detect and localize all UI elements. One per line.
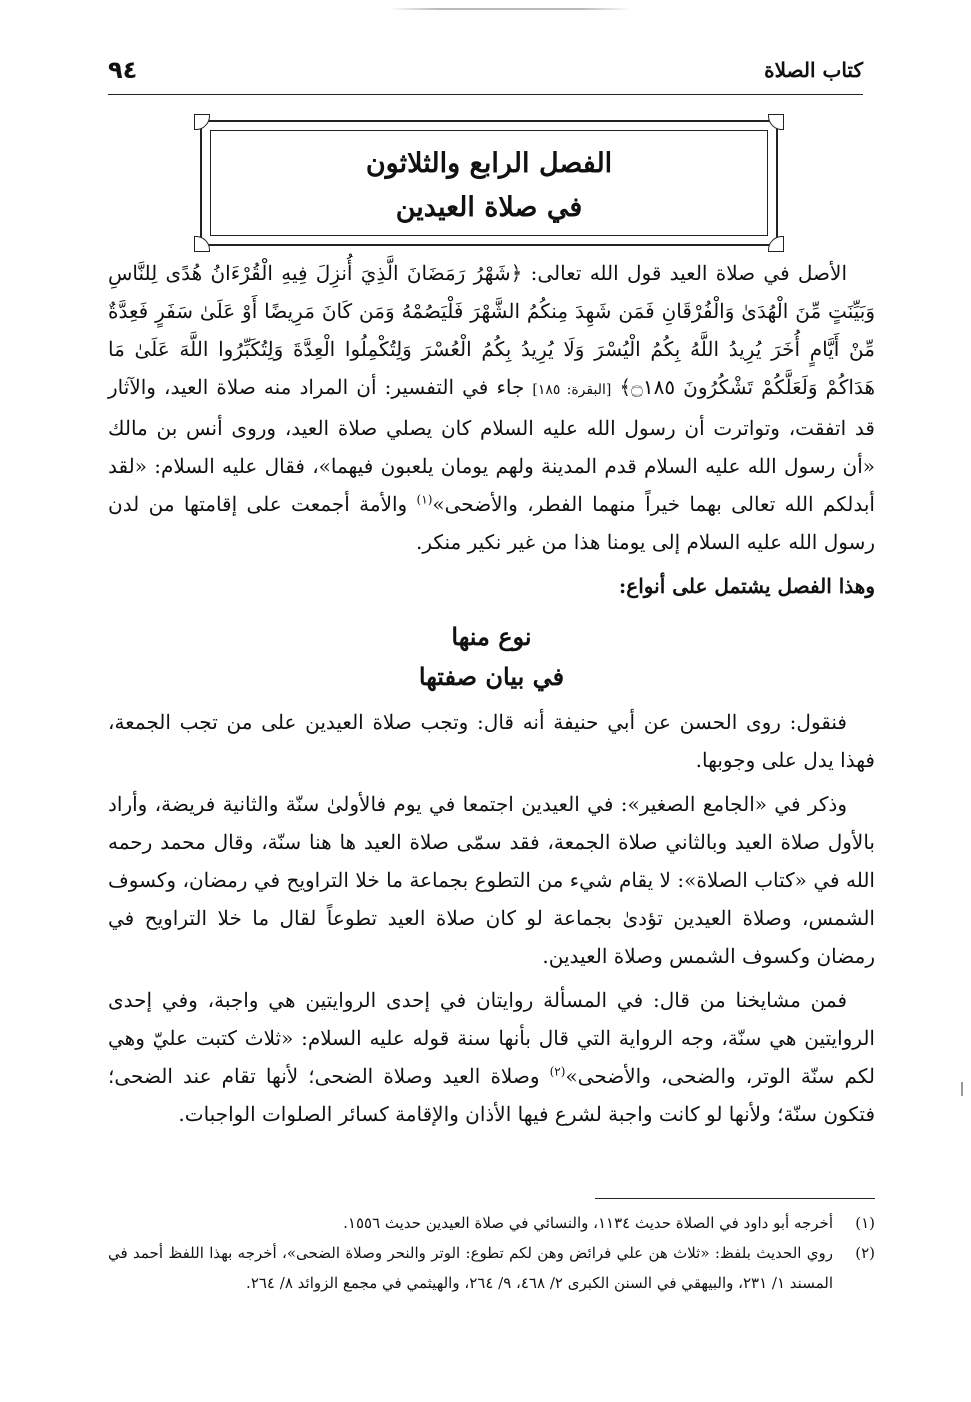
paragraph-3-end: وصلاة العيد وصلاة الضحى؛ لأنها تقام عند الضحى؛ فتكون سنّة؛ ولأنها لو كانت واجبة لشرع فيها الأذان والإقامة كسائر الصلوات الواجبات. — [108, 1064, 875, 1126]
intro-ending: والأمة أجمعت على إقامتها من لدن رسول الله عليه السلام إلى يومنا هذا من غير نكير منكر. — [108, 492, 875, 554]
top-decorative-rule — [0, 8, 971, 10]
chapter-title — [202, 142, 776, 230]
intro-paragraph — [108, 254, 875, 561]
paragraph-3 — [108, 981, 875, 1133]
section-title-line-2: في بيان صفتها — [418, 662, 565, 691]
paragraph-2: وذكر في «الجامع الصغير»: في العيدين اجتمعا في يوم فالأولىٰ سنّة والثانية فريضة، وأراد بالأول صلاة العيد وبالثاني صلاة الجمعة، فقد سمّى صلاة العيد ها هنا سنّة، وقال محمد رحمه الله في «كتاب الصلاة»: لا يقام شيء من التطوع بجماعة ما خلا التراويح في رمضان، وكسوف الشمس، وصلاة العيدين تؤدىٰ بجماعة لو كان صلاة العيد تطوعاً لقال ما خلا التراويح في رمضان وكسوف الشمس وصلاة العيدين. — [108, 792, 875, 968]
frame-corner-ornament — [768, 236, 784, 252]
footnote-text: روي الحديث بلفظ: «ثلاث هن علي فرائض وهن لكم تطوع: الوتر والنحر وصلاة الضحى»، أخرجه بهذا اللفظ أحمد في المسند ١/ ٢٣١، والبيهقي في السنن الكبرى ٢/ ٤٦٨، ٩/ ٢٦٤، والهيثمي في مجمع الزوائد ٨/ ٢٦٤. — [108, 1244, 833, 1292]
footnote-number: (١) — [855, 1214, 875, 1232]
quran-verse: ﴿شَهْرُ رَمَضَانَ الَّذِيَ أُنزِلَ فِيهِ الْقُرْءَانُ هُدًى لِلنَّاسِ وَبَيِّنَتٍ مِّنَ الْهُدَىٰ وَالْفُرْقَانِ فَمَن شَهِدَ مِنكُمُ الشَّهْرَ فَلْيَصُمْهُ وَمَن كَانَ مَرِيضًا أَوْ عَلَىٰ سَفَرٍ فَعِدَّةٌ مِّنْ أَيَّامٍ أُخَرَ يُرِيدُ اللَّهُ بِكُمُ الْيُسْرَ وَلَا يُرِيدُ بِكُمُ الْعُسْرَ وَلِتُكْمِلُوا الْعِدَّةَ وَلِتُكَبِّرُوا اللَّهَ عَلَىٰ مَا هَدَاكُمْ وَلَعَلَّكُمْ تَشْكُرُونَ ۝١٨٥﴾ — [108, 261, 876, 399]
footnote-ref-1: (١) — [416, 492, 433, 507]
running-title: كتاب الصلاة — [764, 58, 863, 82]
chapter-title-line-1: الفصل الرابع والثلاثون — [365, 148, 613, 179]
footnote-number: (٢) — [855, 1244, 875, 1262]
verse-reference: [البقرة: ١٨٥] — [532, 382, 612, 398]
footnote-ref-2: (٢) — [549, 1064, 566, 1079]
frame-corner-ornament — [194, 236, 210, 252]
scan-edge-mark — [961, 1082, 963, 1096]
page-number: ٩٤ — [108, 56, 138, 84]
page-header — [108, 58, 863, 95]
chapter-title-frame — [200, 120, 778, 246]
footnote-1 — [108, 1208, 875, 1238]
section-title — [108, 617, 875, 697]
frame-corner-ornament — [768, 114, 784, 130]
paragraph-1: فنقول: روى الحسن عن أبي حنيفة أنه قال: وتجب صلاة العيدين على من تجب الجمعة، فهذا يدل على وجوبها. — [108, 710, 875, 772]
footnote-text: أخرجه أبو داود في الصلاة حديث ١١٣٤، والنسائي في صلاة العيدين حديث ١٥٥٦. — [343, 1214, 833, 1232]
types-intro: وهذا الفصل يشتمل على أنواع: — [618, 574, 875, 598]
main-text — [108, 254, 875, 1139]
section-title-line-1: نوع منها — [451, 622, 532, 651]
frame-corner-ornament — [194, 114, 210, 130]
footnote-separator — [595, 1198, 875, 1199]
footnotes — [108, 1208, 875, 1298]
chapter-title-line-2: في صلاة العيدين — [395, 192, 583, 223]
intro-continuation: جاء في التفسير: أن المراد منه صلاة العيد، والآثار قد اتفقت، وتواترت أن رسول الله عليه السلام كان يصلي صلاة العيد، وروى أنس بن مالك «أن رسول الله عليه السلام قدم المدينة ولهم يومان يلعبون فيهما»، فقال عليه السلام: «لقد أبدلكم الله تعالى بهما خيراً منهما الفطر، والأضحى» — [108, 375, 875, 516]
footnote-2 — [108, 1238, 875, 1298]
paragraph-3-start: فمن مشايخنا من قال: في المسألة روايتان في إحدى الروايتين هي واجبة، وفي إحدى الروايتين هي سنّة، وجه الرواية التي قال بأنها سنة قوله عليه السلام: «ثلاث كتبت عليّ وهي لكم سنّة الوتر، والضحى، والأضحى» — [108, 988, 875, 1088]
intro-lead: الأصل في صلاة العيد قول الله تعالى: — [522, 261, 848, 285]
